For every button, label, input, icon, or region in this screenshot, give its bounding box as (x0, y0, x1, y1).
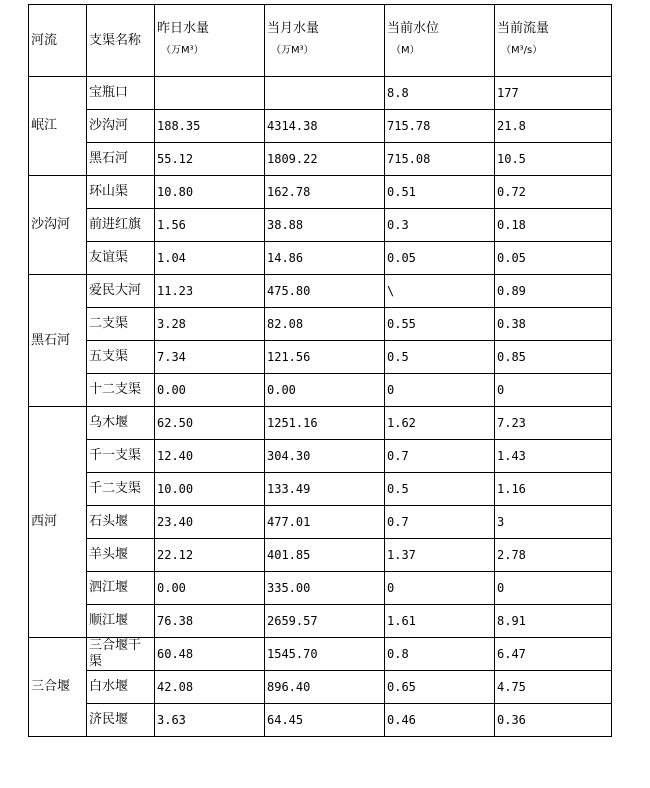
table-row (29, 440, 612, 473)
flow-cell: 4.75 (495, 671, 612, 704)
river-cell: 三合堰 (29, 638, 87, 737)
month-cell: 14.86 (265, 242, 385, 275)
month-cell: 896.40 (265, 671, 385, 704)
yesterday-cell: 10.80 (155, 176, 265, 209)
river-cell: 西河 (29, 407, 87, 638)
flow-cell: 1.16 (495, 473, 612, 506)
table-row (29, 506, 612, 539)
yesterday-cell: 3.63 (155, 704, 265, 737)
yesterday-cell: 76.38 (155, 605, 265, 638)
level-cell: 0 (385, 572, 495, 605)
yesterday-cell: 0.00 (155, 374, 265, 407)
yesterday-cell: 55.12 (155, 143, 265, 176)
table-row (29, 275, 612, 308)
flow-cell: 6.47 (495, 638, 612, 671)
level-cell: 1.61 (385, 605, 495, 638)
month-cell: 162.78 (265, 176, 385, 209)
header-row (29, 5, 612, 77)
table-body (29, 77, 612, 737)
level-cell: \ (385, 275, 495, 308)
table-row (29, 176, 612, 209)
flow-cell: 21.8 (495, 110, 612, 143)
header-yesterday-label: 昨日水量 (157, 21, 210, 36)
water-data-table (28, 4, 612, 737)
flow-cell: 1.43 (495, 440, 612, 473)
branch-cell: 千二支渠 (87, 473, 155, 506)
yesterday-cell: 1.56 (155, 209, 265, 242)
river-cell: 黑石河 (29, 275, 87, 407)
branch-cell: 友谊渠 (87, 242, 155, 275)
branch-cell: 泗江堰 (87, 572, 155, 605)
level-cell: 0.51 (385, 176, 495, 209)
level-cell: 0.46 (385, 704, 495, 737)
header-level-unit: （M） (391, 45, 420, 56)
yesterday-cell: 0.00 (155, 572, 265, 605)
level-cell: 0.05 (385, 242, 495, 275)
river-cell: 沙沟河 (29, 176, 87, 275)
table-row (29, 572, 612, 605)
branch-cell: 顺江堰 (87, 605, 155, 638)
header-level (385, 5, 495, 77)
level-cell: 0.5 (385, 473, 495, 506)
level-cell: 0.5 (385, 341, 495, 374)
header-flow-unit: （M³/s） (501, 45, 543, 56)
header-level-label: 当前水位 (387, 21, 440, 36)
level-cell: 715.78 (385, 110, 495, 143)
flow-cell: 2.78 (495, 539, 612, 572)
month-cell (265, 77, 385, 110)
flow-cell: 177 (495, 77, 612, 110)
flow-cell: 0.05 (495, 242, 612, 275)
month-cell: 4314.38 (265, 110, 385, 143)
level-cell: 715.08 (385, 143, 495, 176)
table-row (29, 539, 612, 572)
month-cell: 82.08 (265, 308, 385, 341)
header-yesterday-unit: （万M³） (161, 45, 204, 56)
river-cell: 岷江 (29, 77, 87, 176)
month-cell: 477.01 (265, 506, 385, 539)
month-cell: 1545.70 (265, 638, 385, 671)
table-row (29, 473, 612, 506)
branch-cell: 前进红旗 (87, 209, 155, 242)
level-cell: 0.65 (385, 671, 495, 704)
month-cell: 475.80 (265, 275, 385, 308)
branch-cell: 爱民大河 (87, 275, 155, 308)
level-cell: 0.7 (385, 506, 495, 539)
level-cell: 0.3 (385, 209, 495, 242)
table-row (29, 77, 612, 110)
table-row (29, 110, 612, 143)
branch-cell: 石头堰 (87, 506, 155, 539)
yesterday-cell: 60.48 (155, 638, 265, 671)
branch-cell: 沙沟河 (87, 110, 155, 143)
header-month-label: 当月水量 (267, 21, 320, 36)
header-flow (495, 5, 612, 77)
yesterday-cell: 3.28 (155, 308, 265, 341)
yesterday-cell: 22.12 (155, 539, 265, 572)
table-row (29, 242, 612, 275)
branch-cell: 黑石河 (87, 143, 155, 176)
table-row (29, 671, 612, 704)
month-cell: 304.30 (265, 440, 385, 473)
branch-cell: 济民堰 (87, 704, 155, 737)
branch-cell: 二支渠 (87, 308, 155, 341)
header-flow-label: 当前流量 (497, 21, 550, 36)
level-cell: 0.8 (385, 638, 495, 671)
table-row (29, 143, 612, 176)
yesterday-cell: 1.04 (155, 242, 265, 275)
header-branch: 支渠名称 (87, 5, 155, 77)
month-cell: 64.45 (265, 704, 385, 737)
month-cell: 1251.16 (265, 407, 385, 440)
flow-cell: 8.91 (495, 605, 612, 638)
header-yesterday (155, 5, 265, 77)
level-cell: 8.8 (385, 77, 495, 110)
branch-cell: 羊头堰 (87, 539, 155, 572)
branch-cell: 三合堰干渠 (87, 638, 155, 671)
flow-cell: 0.89 (495, 275, 612, 308)
yesterday-cell (155, 77, 265, 110)
flow-cell: 7.23 (495, 407, 612, 440)
flow-cell: 0.36 (495, 704, 612, 737)
branch-cell: 环山渠 (87, 176, 155, 209)
table-row (29, 209, 612, 242)
header-month-unit: （万M³） (271, 45, 314, 56)
month-cell: 401.85 (265, 539, 385, 572)
yesterday-cell: 23.40 (155, 506, 265, 539)
yesterday-cell: 11.23 (155, 275, 265, 308)
flow-cell: 0.18 (495, 209, 612, 242)
month-cell: 2659.57 (265, 605, 385, 638)
level-cell: 0 (385, 374, 495, 407)
yesterday-cell: 188.35 (155, 110, 265, 143)
flow-cell: 0 (495, 374, 612, 407)
yesterday-cell: 62.50 (155, 407, 265, 440)
yesterday-cell: 10.00 (155, 473, 265, 506)
yesterday-cell: 7.34 (155, 341, 265, 374)
flow-cell: 0.85 (495, 341, 612, 374)
table-row (29, 407, 612, 440)
level-cell: 1.62 (385, 407, 495, 440)
table-row (29, 638, 612, 671)
branch-cell: 宝瓶口 (87, 77, 155, 110)
branch-cell: 白水堰 (87, 671, 155, 704)
month-cell: 133.49 (265, 473, 385, 506)
month-cell: 1809.22 (265, 143, 385, 176)
level-cell: 0.55 (385, 308, 495, 341)
level-cell: 1.37 (385, 539, 495, 572)
table-row (29, 605, 612, 638)
table-row (29, 704, 612, 737)
branch-cell: 五支渠 (87, 341, 155, 374)
flow-cell: 0.38 (495, 308, 612, 341)
flow-cell: 0 (495, 572, 612, 605)
branch-cell: 乌木堰 (87, 407, 155, 440)
yesterday-cell: 12.40 (155, 440, 265, 473)
branch-cell: 十二支渠 (87, 374, 155, 407)
month-cell: 38.88 (265, 209, 385, 242)
month-cell: 0.00 (265, 374, 385, 407)
table-row (29, 308, 612, 341)
yesterday-cell: 42.08 (155, 671, 265, 704)
flow-cell: 10.5 (495, 143, 612, 176)
branch-cell: 千一支渠 (87, 440, 155, 473)
month-cell: 335.00 (265, 572, 385, 605)
flow-cell: 3 (495, 506, 612, 539)
header-river: 河流 (29, 5, 87, 77)
level-cell: 0.7 (385, 440, 495, 473)
header-month (265, 5, 385, 77)
month-cell: 121.56 (265, 341, 385, 374)
table-row (29, 374, 612, 407)
table-row (29, 341, 612, 374)
flow-cell: 0.72 (495, 176, 612, 209)
